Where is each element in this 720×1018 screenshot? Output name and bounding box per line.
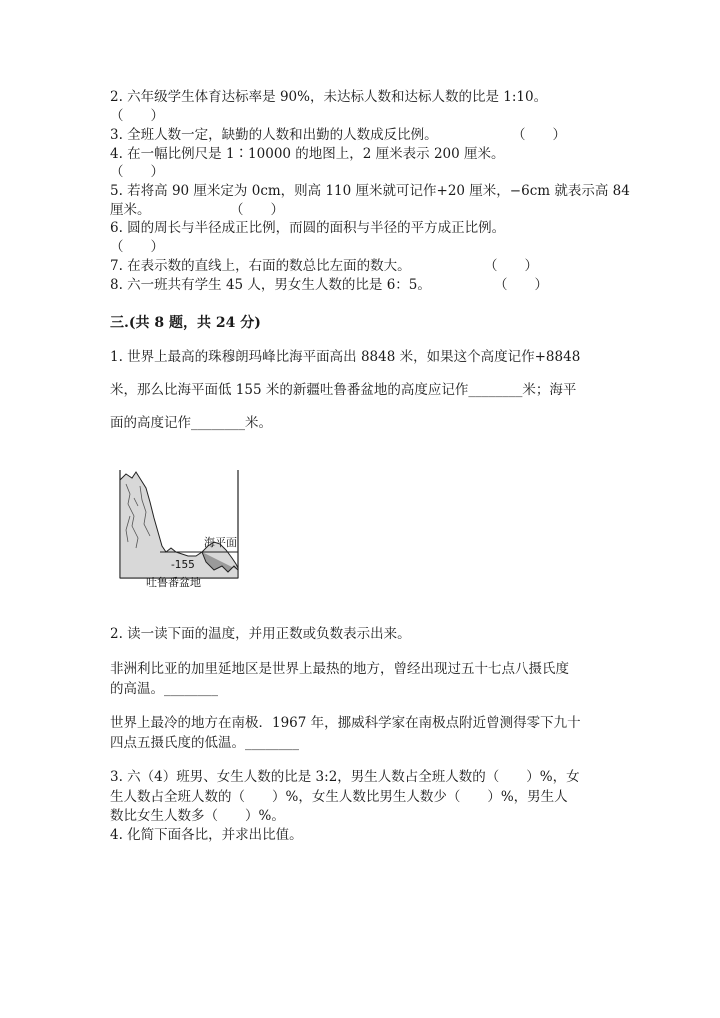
s3-q3-line3: 数比女生人数多（ ）%。: [110, 808, 285, 824]
section-3-heading: 三.(共 8 题，共 24 分): [110, 315, 261, 331]
judge-q3-answer-paren[interactable]: （ ）: [512, 127, 566, 143]
depth-label: -155: [171, 559, 195, 571]
sea-level-label: 海平面: [204, 536, 237, 549]
s3-q1-line3: 面的高度记作________米。: [110, 415, 272, 431]
s3-q2-title: 2. 读一读下面的温度，并用正数或负数表示出来。: [110, 626, 411, 642]
judge-q3-text: 3. 全班人数一定，缺勤的人数和出勤的人数成反比例。: [110, 127, 438, 143]
s3-q2-a-line2: 的高温。________: [110, 681, 218, 697]
s3-q3-line1: 3. 六（4）班男、女生人数的比是 3:2，男生人数占全班人数的（ ）%，女: [110, 769, 580, 785]
judge-q8-text: 8. 六一班共有学生 45 人，男女生人数的比是 6：5。: [110, 277, 431, 293]
elevation-figure: [116, 466, 242, 590]
judge-q5-text-line1: 5. 若将高 90 厘米定为 0cm，则高 110 厘米就可记作+20 厘米，−6cm 就表示高 84: [110, 183, 630, 199]
judge-q4-text: 4. 在一幅比例尺是 1∶10000 的地图上，2 厘米表示 200 厘米。: [110, 146, 505, 162]
judge-q7-text: 7. 在表示数的直线上，右面的数总比左面的数大。: [110, 258, 411, 274]
basin-label: 吐鲁番盆地: [146, 576, 201, 589]
judge-q7-answer-paren[interactable]: （ ）: [484, 258, 538, 274]
s3-q4-text: 4. 化简下面各比，并求出比值。: [110, 827, 303, 843]
s3-q1-line1: 1. 世界上最高的珠穆朗玛峰比海平面高出 8848 米，如果这个高度记作+8848: [110, 349, 581, 365]
judge-q5-text-line2: 厘米。: [110, 202, 151, 218]
judge-q2-text: 2. 六年级学生体育达标率是 90%，未达标人数和达标人数的比是 1:10。: [110, 89, 548, 105]
s3-q2-a-line1: 非洲利比亚的加里延地区是世界上最热的地方，曾经出现过五十七点八摄氏度: [110, 661, 569, 677]
judge-q5-answer-paren[interactable]: （ ）: [230, 202, 284, 218]
judge-q4-answer-paren[interactable]: （ ）: [110, 164, 164, 180]
judge-q6-answer-paren[interactable]: （ ）: [110, 239, 164, 255]
s3-q2-b-line1: 世界上最冷的地方在南极．1967 年，挪威科学家在南极点附近曾测得零下九十: [110, 715, 581, 731]
judge-q2-answer-paren[interactable]: （ ）: [110, 108, 164, 124]
s3-q2-b-line2: 四点五摄氏度的低温。________: [110, 735, 299, 751]
judge-q8-answer-paren[interactable]: （ ）: [494, 277, 548, 293]
judge-q6-text: 6. 圆的周长与半径成正比例，而圆的面积与半径的平方成正比例。: [110, 220, 506, 236]
s3-q1-line2: 米，那么比海平面低 155 米的新疆吐鲁番盆地的高度应记作________米；海平: [110, 382, 577, 398]
s3-q3-line2: 生人数占全班人数的（ ）%，女生人数比男生人数少（ ）%，男生人: [110, 789, 568, 805]
